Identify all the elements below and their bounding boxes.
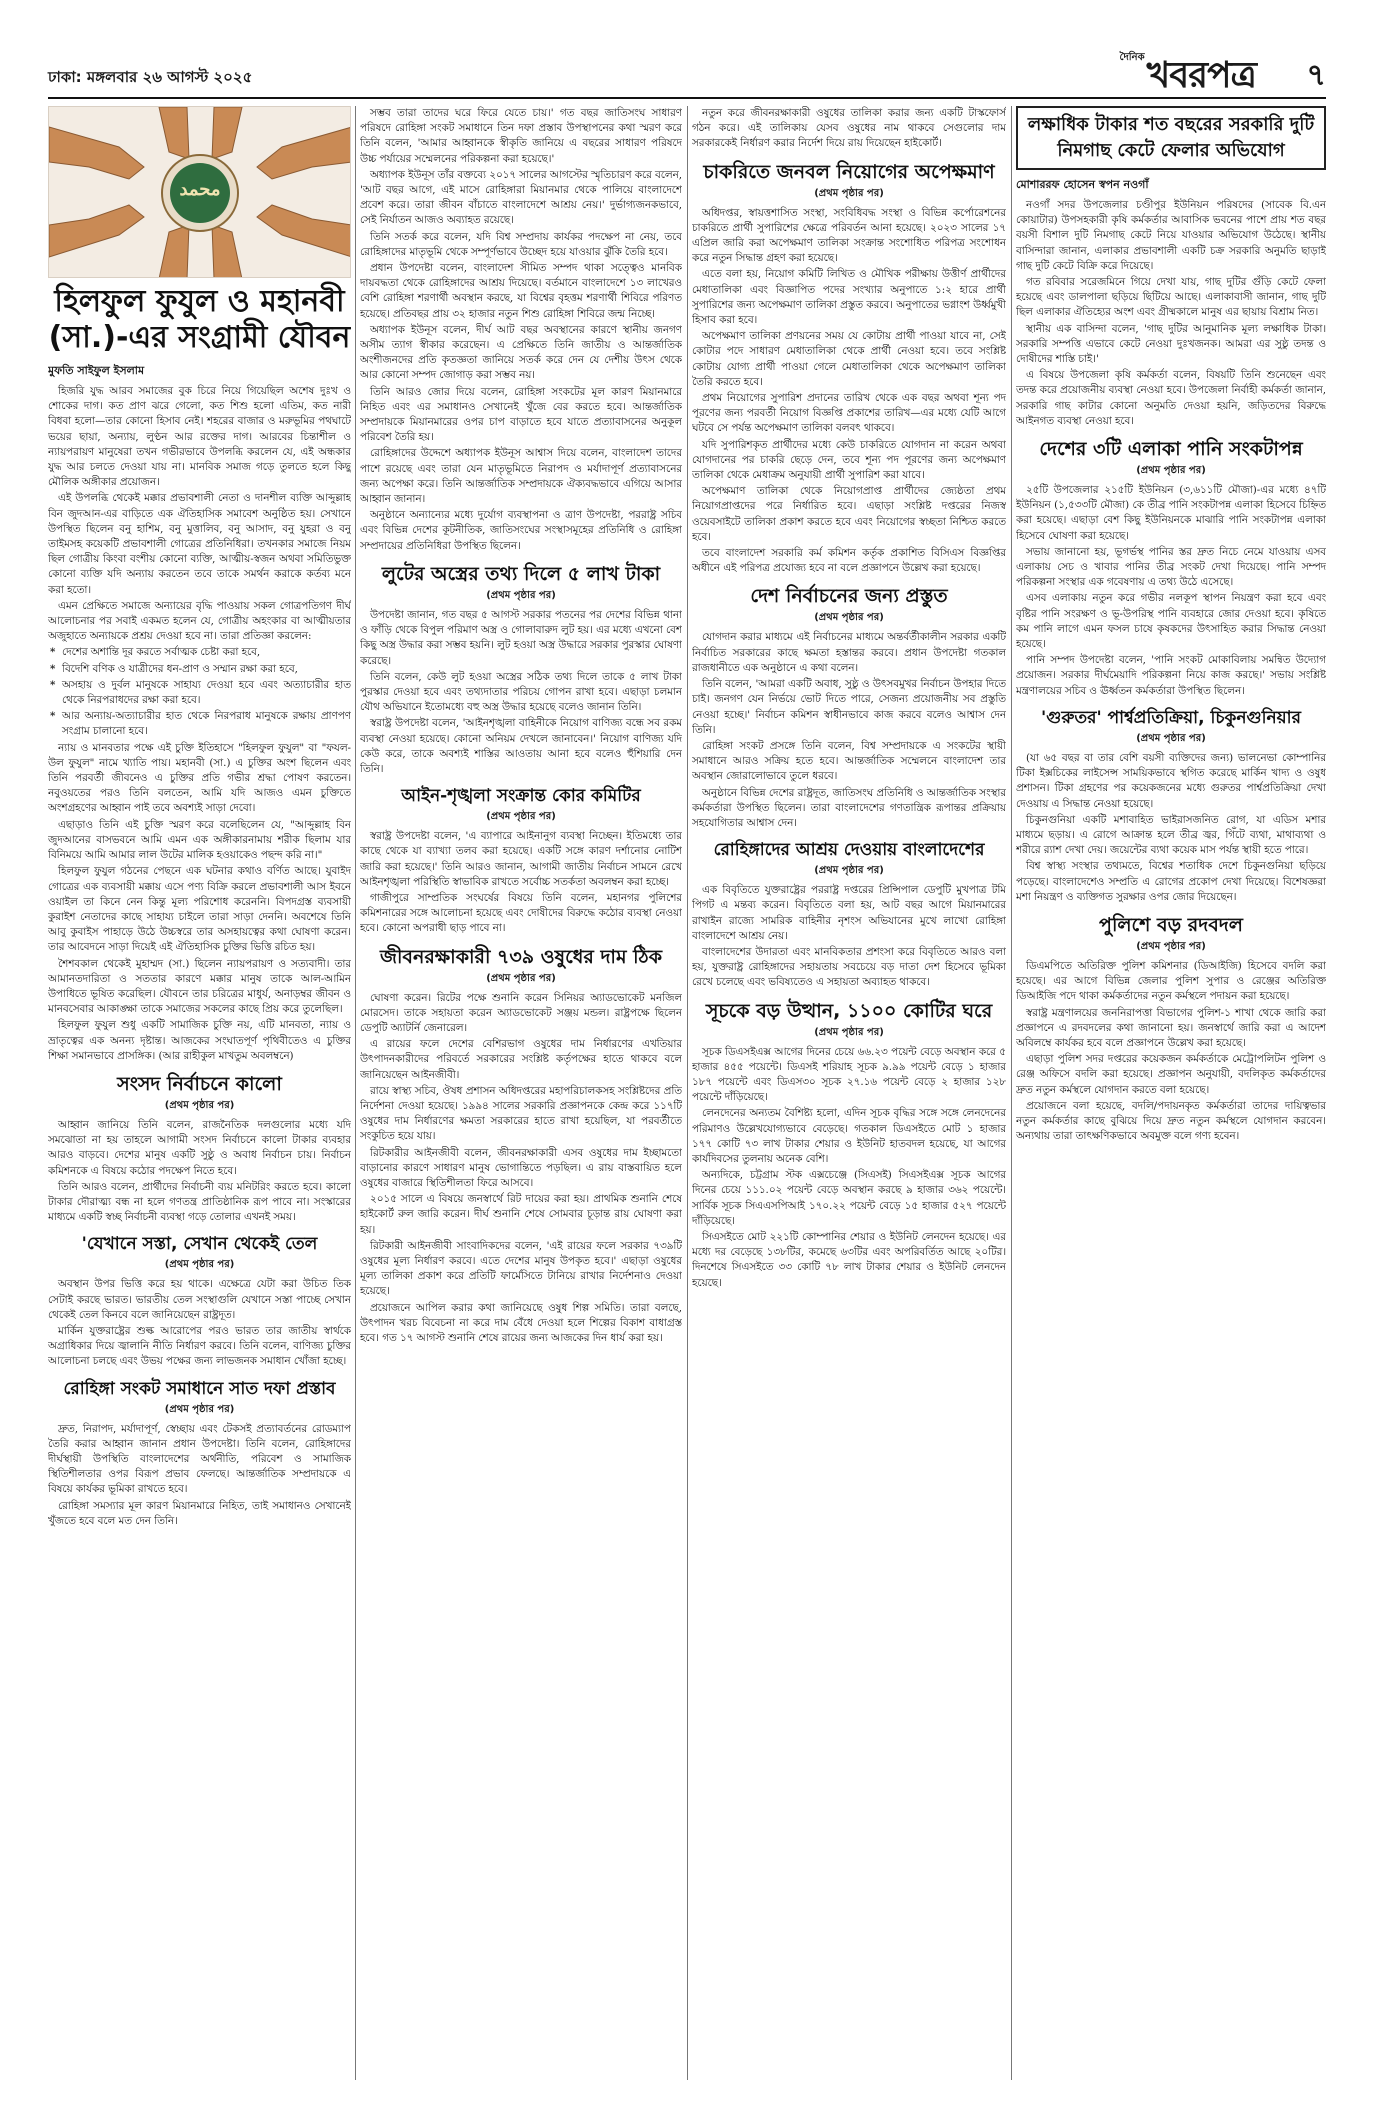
article-paragraph: নওগাঁ সদর উপজেলার চণ্ডীপুর ইউনিয়ন পরিষদের (সাবেক বি.এন কোয়াটার) উপসহকারী কৃষি কর্মকর্তার আবাসিক ভবনের পাশে প্রায় শত বছর বয়সী বিশাল দুটি নিমগাছ কেটে নিয়ে যাওয়ার অভিযোগ উঠেছে। স্থানীয় বাসিন্দারা জানান, এলাকার প্রভাবশালী একটি চক্র সরকারি অনুমতি ছাড়াই গাছ দুটি কেটে বিক্রি করে দিয়েছে। (1016, 199, 1326, 272)
column-3 (692, 106, 1006, 2080)
logo-small-text: দৈনিক (1119, 52, 1145, 63)
headline-neem-trees: লক্ষাধিক টাকার শত বছরের সরকারি দুটি নিমগাছ কেটে ফেলার অভিযোগ (1016, 106, 1326, 170)
headline-rohingya-proposal: রোহিঙ্গা সংকট সমাধানে সাত দফা প্রস্তাব (63, 1378, 336, 1399)
article-paragraph: সভায় জানানো হয়, ভূগর্ভস্থ পানির স্তর দ্রুত নিচে নেমে যাওয়ায় এসব এলাকায় সেচ ও খাবার পানির তীব্র সংকট দেখা দিয়েছে। পানি সম্পদ পরিকল্পনা সংস্থার এক গবেষণায় এ তথ্য উঠে এসেছে। (1016, 545, 1326, 589)
article-byline: মুফতি সাইফুল ইসলাম (48, 364, 145, 377)
article-paragraph: অধ্যাপক ইউনূস বলেন, দীর্ঘ আট বছর অবস্থানের কারণে স্থানীয় জনগণ অসীম ত্যাগ স্বীকার করেছেন। এ প্রেক্ষিতে তিনি জাতীয় ও আন্তর্জাতিক অংশীজনদের প্রতি কৃতজ্ঞতা জানিয়ে সতর্ক করে দেন যে দেশীয় উৎস থেকে আর কোনো সম্পদ জোগাড় করা সম্ভব নয়। (360, 323, 682, 382)
article-paragraph: তিনি বলেন, 'আমরা একটি অবাধ, সুষ্ঠু ও উৎসবমুখর নির্বাচন উপহার দিতে চাই। জনগণ যেন নির্ভয়ে ভোট দিতে পারে, সেজন্য প্রয়োজনীয় সব প্রস্তুতি নেওয়া হচ্ছে।' নির্বাচন কমিশন স্বাধীনভাবে কাজ করবে বলেও আশ্বাস দেন তিনি। (692, 678, 1006, 736)
headline-stock-index: সূচকে বড় উত্থান, ১১০০ কোটির ঘরে (705, 999, 993, 1022)
page-header (48, 52, 1326, 99)
continued-label: (প্রথম পৃষ্ঠার পর) (486, 589, 556, 601)
headline-police-reshuffle: পুলিশে বড় রদবদল (1099, 913, 1243, 936)
article-paragraph: স্থানীয় এক বাসিন্দা বলেন, 'গাছ দুটির আনুমানিক মূল্য লক্ষাধিক টাকা। সরকারি সম্পত্তি এভাবে কেটে নেওয়া দুঃখজনক। আমরা এর সুষ্ঠু তদন্ত ও দোষীদের শাস্তি চাই।' (1016, 322, 1326, 366)
article-paragraph: এমন প্রেক্ষিতে সমাজে অন্যায়ের বৃদ্ধি পাওয়ায় সকল গোত্রপতিগণ দীর্ঘ আলোচনার পর সবাই একমত হলেন যে, গোত্রীয় অহংকার বা আত্মীয়তার অজুহাতে অন্যায়কে প্রশ্রয় দেওয়া হবে না। তারা প্রতিজ্ঞা করলেন: (48, 599, 351, 643)
headline-law-committee: আইন-শৃঙ্খলা সংক্রান্ত কোর কমিটির (401, 786, 641, 807)
article-paragraph: তিনি সতর্ক করে বলেন, যদি বিশ্ব সম্প্রদায় কার্যকর পদক্ষেপ না নেয়, তবে রোহিঙ্গাদের মাতৃভূমি থেকে সম্পূর্ণভাবে উচ্ছেদ হয়ে যাওয়ার ঝুঁকি তৈরি হবে। (360, 230, 682, 258)
article-paragraph: সিএসইতে মোট ২২১টি কোম্পানির শেয়ার ও ইউনিট লেনদেন হয়েছে। এর মধ্যে দর বেড়েছে ১৩৮টির, কমেছে ৬৩টির এবং অপরিবর্তিত আছে ২০টির। দিনশেষে সিএসইতে ৩৩ কোটি ৭৮ লাখ টাকার শেয়ার ও ইউনিট লেনদেন হয়েছে। (692, 1230, 1006, 1289)
continued-label: (প্রথম পৃষ্ঠার পর) (1136, 940, 1206, 952)
article-paragraph: বাংলাদেশের উদারতা এবং মানবিকতার প্রশংসা করে বিবৃতিতে আরও বলা হয়, যুক্তরাষ্ট্র রোহিঙ্গাদের সহায়তায় সবচেয়ে বড় দাতা দেশ হিসেবে ভূমিকা রেখে চলেছে এবং ভবিষ্যতেও এ সহায়তা অব্যাহত থাকবে। (692, 945, 1006, 989)
article-paragraph: রিটকারীর আইনজীবী বলেন, জীবনরক্ষাকারী এসব ওষুধের দাম ইচ্ছামতো বাড়ানোর কারণে সাধারণ মানুষ ভোগান্তিতে পড়ছিল। এ রায় বাস্তবায়িত হলে ওষুধের বাজারে স্থিতিশীলতা ফিরে আসবে। (360, 1146, 682, 1189)
headline-medicine-price: জীবনরক্ষাকারী ৭৩৯ ওষুধের দাম ঠিক (379, 945, 662, 968)
article-paragraph: স্বরাষ্ট্র উপদেষ্টা বলেন, 'এ ব্যাপারে আইনানুগ ব্যবস্থা নিচ্ছেন। ইতিমধ্যে তার কাছে থেকে যা ব্যাখ্যা তলব করা হয়েছে। একটি সঙ্গে কারণ দর্শানোর নোটিশ জারি করা হয়েছে।' তিনি আরও জানান, আগামী জাতীয় নির্বাচন সামনে রেখে আইনশৃঙ্খলা পরিস্থিতি স্বাভাবিক রাখতে সর্বোচ্চ সতর্কতা অবলম্বন করা হচ্ছে। (360, 830, 682, 888)
column-divider (355, 106, 356, 2080)
article-paragraph: এ রায়ের ফলে দেশের বেশিরভাগ ওষুধের দাম নির্ধারণের এখতিয়ার উৎপাদনকারীদের পরিবর্তে সরকারের সংশ্লিষ্ট কর্তৃপক্ষের হাতে থাকবে বলে জানিয়েছেন আইনজীবী। (360, 1038, 682, 1081)
headline-rohingya-refuge: রোহিঙ্গাদের আশ্রয় দেওয়ায় বাংলাদেশের (713, 840, 985, 861)
article-paragraph: উপদেষ্টা জানান, গত বছর ৫ আগস্ট সরকার পতনের পর দেশের বিভিন্ন থানা ও ফাঁড়ি থেকে বিপুল পরিমাণ অস্ত্র ও গোলাবারুদ লুট হয়। এর মধ্যে এখনো বেশ কিছু অস্ত্র উদ্ধার করা সম্ভব হয়নি। লুট হওয়া অস্ত্র উদ্ধারে সরকার পুরস্কার ঘোষণা করেছে। (360, 608, 682, 667)
continued-label: (প্রথম পৃষ্ঠার পর) (814, 187, 884, 199)
continued-label: (প্রথম পৃষ্ঠার পর) (1136, 732, 1206, 744)
continued-label: (প্রথম পৃষ্ঠার পর) (814, 1026, 884, 1038)
article-paragraph: এছাড়া পুলিশ সদর দপ্তরের কয়েকজন কর্মকর্তাকে মেট্রোপলিটন পুলিশ ও রেঞ্জ অফিসে বদলি করা হয়েছে। প্রজ্ঞাপন অনুযায়ী, বদলিকৃত কর্মকর্তাদের দ্রুত নতুন কর্মস্থলে যোগদান করতে বলা হয়েছে। (1016, 1053, 1326, 1096)
article-paragraph: প্রধান উপদেষ্টা বলেন, বাংলাদেশ সীমিত সম্পদ থাকা সত্ত্বেও মানবিক দায়বদ্ধতা থেকে রোহিঙ্গাদের আশ্রয় দিয়েছে। বর্তমানে বাংলাদেশে ১৩ লাখেরও বেশি রোহিঙ্গা শরণার্থী অবস্থান করছে, যা বিশ্বের বৃহত্তম শরণার্থী শিবিরে পরিণত হয়েছে। প্রতিবছর প্রায় ৩২ হাজার নতুন শিশু রোহিঙ্গা শিবিরে জন্ম নিচ্ছে। (360, 262, 682, 320)
article-paragraph: পানি সম্পদ উপদেষ্টা বলেন, 'পানি সংকট মোকাবিলায় সমন্বিত উদ্যোগ প্রয়োজন। সরকার দীর্ঘমেয়াদি পরিকল্পনা নিয়ে কাজ করছে।' সভায় সংশ্লিষ্ট মন্ত্রণালয়ের সচিব ও ঊর্ধ্বতন কর্মকর্তারা উপস্থিত ছিলেন। (1016, 654, 1326, 697)
article-paragraph: ২৫টি উপজেলার ২১৫টি ইউনিয়ন (৩,৬১১টি মৌজা)-এর মধ্যে ৪৭টি ইউনিয়ন (১,৫৩৩টি মৌজা) কে তীব্র পানি সংকটাপন্ন এলাকা হিসেবে চিহ্নিত করা হয়েছে। এছাড়া বেশ কিছু ইউনিয়নকে মাঝারি পানি সংকটাপন্ন এলাকা হিসেবে ঘোষণা করা হয়েছে। (1016, 484, 1326, 542)
article-paragraph: দ্রুত, নিরাপদ, মর্যাদাপূর্ণ, স্বেচ্ছায় এবং টেকসই প্রত্যাবর্তনের রোডম্যাপ তৈরি করার আহ্বান জানান প্রধান উপদেষ্টা। তিনি বলেন, রোহিঙ্গাদের দীর্ঘস্থায়ী উপস্থিতি বাংলাদেশের অর্থনীতি, পরিবেশ ও সামাজিক স্থিতিশীলতার ওপর বিরূপ প্রভাব ফেলছে। আন্তর্জাতিক সম্প্রদায়কে এ বিষয়ে কার্যকর ভূমিকা রাখতে হবে। (48, 1422, 351, 1496)
article-paragraph: আহ্বান জানিয়ে তিনি বলেন, রাজনৈতিক দলগুলোর মধ্যে যদি সমঝোতা না হয় তাহলে আগামী সংসদ নির্বাচনে কালো টাকার ব্যবহার আরও বাড়বে। দেশের মানুষ একটি সুষ্ঠু ও অবাধ নির্বাচন চায়। নির্বাচন কমিশনকে এ বিষয়ে কঠোর পদক্ষেপ নিতে হবে। (48, 1118, 351, 1177)
article-paragraph: এসব এলাকায় নতুন করে গভীর নলকূপ স্থাপন নিয়ন্ত্রণ করা হবে এবং বৃষ্টির পানি সংরক্ষণ ও ভূ-উপরিস্থ পানি ব্যবহারে জোর দেওয়া হবে। কৃষিতে কম পানি লাগে এমন ফসল চাষে কৃষকদের উৎসাহিত করার সিদ্ধান্ত নেওয়া হয়েছে। (1016, 592, 1326, 651)
column-divider (1011, 106, 1012, 2080)
article-paragraph: রায়ে স্বাস্থ্য সচিব, ঔষধ প্রশাসন অধিদপ্তরের মহাপরিচালকসহ সংশ্লিষ্টদের প্রতি নির্দেশনা দেওয়া হয়েছে। ১৯৯৪ সালের সরকারি প্রজ্ঞাপনকে কেন্দ্র করে ১১৭টি ওষুধের দাম নির্ধারণের ক্ষমতা সরকারের হাতে রাখা হয়েছিল, যা পরবর্তীতে সংকুচিত হয়ে যায়। (360, 1084, 682, 1143)
article-paragraph: ঘোষণা করেন। রিটের পক্ষে শুনানি করেন সিনিয়র অ্যাডভোকেট মনজিল মোরসেদ। তাকে সহায়তা করেন অ্যাডভোকেট সঞ্জয় মন্ডল। রাষ্ট্রপক্ষে ছিলেন ডেপুটি অ্যাটর্নি জেনারেল। (360, 991, 682, 1034)
article-paragraph: শৈশবকাল থেকেই মুহাম্মদ (সা.) ছিলেন ন্যায়পরায়ণ ও সত্যবাদী। তার আমানতদারিতা ও সততার কারণে মক্কার মানুষ তাকে আল-আমিন উপাধিতে ভূষিত করেছিল। যৌবনে তার চরিত্রের মাধুর্য, অনাড়ম্বর জীবন ও মানবসেবার আকাঙ্ক্ষা তাকে সমাজের সকলের কাছে প্রিয় করে তুলেছিল। (48, 957, 351, 1016)
page-number: ৭ (1306, 58, 1326, 93)
newspaper-logo (1120, 50, 1257, 95)
article-byline: মোশাররফ হোসেন স্বপন নওগাঁ (1016, 178, 1149, 191)
article-paragraph: অবস্থান উপর ভিত্তি করে হয় থাকে। এক্ষেত্রে যেটা করা উচিত তিক সেটাই করছে ভারত। ভারতীয় তেল সংস্থাগুলি যেখানে সস্তা পাচ্ছে সেখান থেকেই তেল কিনবে বলে জানিয়েছেন রাষ্ট্রদূত। (48, 1278, 351, 1321)
article-illustration (48, 106, 351, 278)
article-paragraph: এছাড়াও তিনি এই চুক্তি স্মরণ করে বলেছিলেন যে, "আব্দুল্লাহ বিন জুদআনের বাসভবনে আমি এমন এক অঙ্গীকারনামায় শরীক ছিলাম যার বিনিময়ে আমি আমার লাল উটের মালিক হওয়াকেও পছন্দ করি না।" (48, 818, 351, 862)
article-paragraph: অনুষ্ঠানে বিভিন্ন দেশের রাষ্ট্রদূত, জাতিসংঘ প্রতিনিধি ও আন্তর্জাতিক সংস্থার কর্মকর্তারা উপস্থিত ছিলেন। তারা বাংলাদেশের গণতান্ত্রিক রূপান্তর প্রক্রিয়ায় সহযোগিতার আশ্বাস দেন। (692, 786, 1006, 829)
headline-water-crisis: দেশের ৩টি এলাকা পানি সংকটাপন্ন (1039, 438, 1303, 461)
headline-election: সংসদ নির্বাচনে কালো (117, 1072, 282, 1095)
continued-label: (প্রথম পৃষ্ঠার পর) (486, 972, 556, 984)
article-paragraph: হিলফুল ফুযুল গঠনের পেছনে এক ঘটনার কথাও বর্ণিত আছে। যুবাইদ গোত্রের এক ব্যবসায়ী মক্কায় এসে পণ্য বিক্রি করলে প্রভাবশালী আস ইবনে ওয়াইল তা কিনে নেন কিন্তু মূল্য পরিশোধ করেননি। বিপদগ্রস্ত ব্যবসায়ী কুরাইশ নেতাদের কাছে সাহায্য চাইলে তারা সাড়া দেননি। অবশেষে তিনি আবু কুবাইস পাহাড়ে উঠে উচ্চস্বরে তার অসহায়ত্বের কথা ঘোষণা করেন। তার আবেদনে সাড়া দিয়েই এই ঐতিহাসিক চুক্তির ভিত্তি রচিত হয়। (48, 865, 351, 954)
article-paragraph: লেনদেনের অন্যতম বৈশিষ্ট্য হলো, এদিন সূচক বৃদ্ধির সঙ্গে সঙ্গে লেনদেনের পরিমাণও উল্লেখযোগ্যভাবে বেড়েছে। গতকাল ডিএসইতে মোট ১ হাজার ১৭৭ কোটি ৭৩ লাখ টাকার শেয়ার ও ইউনিট হাতবদল হয়েছে, যা আগের কার্যদিবসের তুলনায় অনেক বেশি। (692, 1107, 1006, 1165)
article-paragraph: স্বরাষ্ট্র উপদেষ্টা বলেন, 'আইনশৃঙ্খলা বাহিনীকে নিয়োগ বাণিজ্য বন্ধে সব রকম ব্যবস্থা নেওয়া হয়েছে। কোনো অনিয়ম দেখলে জানাবেন।' নিয়োগ বাণিজ্য যদি কেউ করে, তাকে অবশ্যই শাস্তির আওতায় আনা হবে বলেও হুঁশিয়ারি দেন তিনি। (360, 717, 682, 775)
article-paragraph: প্রয়োজনে বলা হয়েছে, বদলি/পদায়নকৃত কর্মকর্তারা তাদের দায়িত্বভার নতুন কর্মকর্তার কাছে বুঝিয়ে দিয়ে দ্রুত নতুন কর্মস্থলে যোগদান করবেন। অন্যথায় তারা তাৎক্ষণিকভাবে অবমুক্ত বলে গণ্য হবেন। (1016, 1099, 1326, 1143)
article-paragraph: অপেক্ষমাণ তালিকা থেকে নিয়োগপ্রাপ্ত প্রার্থীদের জ্যেষ্ঠতা প্রথম নিয়োগপ্রাপ্তদের পরে নির্ধারিত হবে। এছাড়া সংশ্লিষ্ট দপ্তরের নিজস্ব ওয়েবসাইটে তালিকা প্রকাশ করতে হবে এবং নিয়োগের স্বচ্ছতা নিশ্চিত করতে হবে। (692, 485, 1006, 543)
article-paragraph: অধ্যাপক ইউনূস তাঁর বক্তব্যে ২০১৭ সালের আগস্টের স্মৃতিচারণ করে বলেন, 'আট বছর আগে, এই মাসে রোহিঙ্গারা মিয়ানমার থেকে পালিয়ে বাংলাদেশে প্রবেশ করে। তারা জীবন বাঁচাতে বাংলাদেশে আশ্রয় নেয়।' দুর্ভাগ্যজনকভাবে, সেই নির্যাতন আজও অব্যাহত রয়েছে। (360, 168, 682, 227)
article-paragraph: অন্যদিকে, চট্টগ্রাম স্টক এক্সচেঞ্জে (সিএসই) সিএসইএক্স সূচক আগের দিনের চেয়ে ১১১.০২ পয়েন্ট বেড়ে অবস্থান করছে ৯ হাজার ৩৬২ পয়েন্টে। সার্বিক সূচক সিএএসপিআই ১৭০.২২ পয়েন্ট বেড়ে ১৫ হাজার ৫২৭ পয়েন্টে দাঁড়িয়েছে। (692, 1169, 1006, 1227)
article-paragraph: মার্কিন যুক্তরাষ্ট্রের শুল্ক আরোপের পরও ভারত তার জাতীয় স্বার্থকে অগ্রাধিকার দিয়ে জ্বালানি নীতি নির্ধারণ করবে। তিনি বলেন, বাণিজ্য চুক্তির আলোচনা চলছে এবং উভয় পক্ষের জন্য লাভজনক সমাধান খোঁজা হচ্ছে। (48, 1324, 351, 1368)
column-4 (1016, 106, 1326, 2080)
article-paragraph: এই উপলব্ধি থেকেই মক্কার প্রভাবশালী নেতা ও দানশীল ব্যক্তি আব্দুল্লাহ বিন জুদআন-এর বাড়িতে এক ঐতিহাসিক সমাবেশ অনুষ্ঠিত হয়। সেখানে উপস্থিত ছিলেন বনু হাশিম, বনু মুত্তালিব, বনু আসাদ, বনু যুহরা ও বনু তাইমসহ কয়েকটি প্রভাবশালী গোত্রের প্রতিনিধিরা। তখনকার সমাজে নিয়ম ছিল গোত্রীয় কিংবা বংশীয় কোনো ব্যক্তি, আত্মীয়-স্বজন অথবা সমিতিভুক্ত কোনো ব্যক্তি যদি অন্যায় করতেন তবে তাকে সমর্থন করাকে কর্তব্য মনে করা হতো। (48, 492, 351, 596)
headline-oil: 'যেখানে সস্তা, সেখান থেকেই তেল (81, 1234, 318, 1255)
article-paragraph: হিলফুল ফুযুল শুধু একটি সামাজিক চুক্তি নয়, এটি মানবতা, ন্যায় ও ভ্রাতৃত্বের এক অনন্য দৃষ্টান্ত। আজকের সংঘাতপূর্ণ পৃথিবীতেও এ চুক্তির শিক্ষা সমানভাবে প্রাসঙ্গিক। (আর রাহীকুল মাখতুম অবলম্বনে) (48, 1019, 351, 1062)
pledge-item: * বিদেশি বণিক ও যাত্রীদের ধন-প্রাণ ও সম্মান রক্ষা করা হবে, (48, 662, 351, 677)
article-paragraph: (যা ৬৫ বছর বা তার বেশি বয়সী ব্যক্তিদের জন্য) ভালনেভা কোম্পানির টিকা ইক্সচিকের লাইসেন্স সাময়িকভাবে স্থগিত করেছে মার্কিন খাদ্য ও ওষুধ প্রশাসন। টিকা গ্রহণের পর কয়েকজনের মধ্যে গুরুতর পার্শ্বপ্রতিক্রিয়া দেখা দেওয়ায় এ সিদ্ধান্ত নেওয়া হয়েছে। (1016, 751, 1326, 810)
continued-label: (প্রথম পৃষ্ঠার পর) (164, 1259, 235, 1271)
article-paragraph: অপেক্ষমাণ তালিকা প্রণয়নের সময় যে কোটায় প্রার্থী পাওয়া যাবে না, সেই কোটার পদে সাধারণ মেধাতালিকা থেকে প্রার্থী নেওয়া হবে। তবে সংশ্লিষ্ট কোটায় যোগ্য প্রার্থী পাওয়া গেলে মেধাতালিকা থেকে অপেক্ষমাণ তালিকা তৈরি করতে হবে। (692, 330, 1006, 388)
pledge-list (48, 645, 351, 739)
issue-date: ঢাকা: মঙ্গলবার ২৬ আগস্ট ২০২৫ (48, 68, 253, 86)
continued-label: (প্রথম পৃষ্ঠার পর) (486, 811, 556, 823)
continued-label: (প্রথম পৃষ্ঠার পর) (164, 1403, 235, 1415)
article-paragraph: সম্ভব তারা তাদের ঘরে ফিরে যেতে চায়।' গত বছর জাতিসংঘ সাধারণ পরিষদে রোহিঙ্গা সংকট সমাধানে তিন দফা প্রস্তাব উপস্থাপনের কথা স্মরণ করে তিনি বলেন, 'আমার আহ্বানকে স্বীকৃতি জানিয়ে এ বছরের সাধারণ পরিষদে উচ্চ পর্যায়ের সম্মেলনের পরিকল্পনা করা হয়েছে।' (360, 107, 682, 165)
article-paragraph: তিনি আরও বলেন, প্রার্থীদের নির্বাচনী ব্যয় মনিটরিং করতে হবে। কালো টাকার দৌরাত্ম্য বন্ধ না হলে গণতন্ত্র প্রাতিষ্ঠানিক রূপ পাবে না। সংস্কারের মাধ্যমে একটি স্বচ্ছ নির্বাচনী ব্যবস্থা গড়ে তোলার এখনই সময়। (48, 1180, 351, 1224)
article-paragraph: স্বরাষ্ট্র মন্ত্রণালয়ের জননিরাপত্তা বিভাগের পুলিশ-১ শাখা থেকে জারি করা প্রজ্ঞাপনে এ রদবদলের কথা জানানো হয়। জনস্বার্থে জারি করা এ আদেশ অবিলম্বে কার্যকর হবে বলে প্রজ্ঞাপনে উল্লেখ করা হয়েছে। (1016, 1006, 1326, 1049)
article-headline: হিলফুল ফুযুল ও মহানবী (সা.)-এর সংগ্রামী যৌবন (48, 284, 351, 355)
article-paragraph: ডিএমপিতে অতিরিক্ত পুলিশ কমিশনার (ডিআইজি) হিসেবে বদলি করা হয়েছে। এর আগে বিভিন্ন জেলার পুলিশ সুপার ও রেঞ্জের অতিরিক্ত ডিআইজি পদে থাকা কর্মকর্তাদের নতুন কর্মস্থলে পদায়ন করা হয়েছে। (1016, 959, 1326, 1003)
article-paragraph: এক বিবৃতিতে যুক্তরাষ্ট্রের পররাষ্ট্র দপ্তরের প্রিন্সিপাল ডেপুটি মুখপাত্র টমি পিগট এ মন্তব্য করেন। বিবৃতিতে বলা হয়, আট বছর আগে মিয়ানমারের রাখাইন রাজ্যে সামরিক বাহিনীর নৃশংস অভিযানের মুখে লাখো রোহিঙ্গা বাংলাদেশে আশ্রয় নেয়। (692, 884, 1006, 942)
article-paragraph: তিনি বলেন, কেউ লুট হওয়া অস্ত্রের সঠিক তথ্য দিলে তাকে ৫ লাখ টাকা পুরস্কার দেওয়া হবে এবং তথ্যদাতার পরিচয় গোপন রাখা হবে। এছাড়া চলমান যৌথ অভিযানে ইতোমধ্যে বহু অস্ত্র উদ্ধার হয়েছে বলেও জানান তিনি। (360, 670, 682, 714)
article-paragraph: নতুন করে জীবনরক্ষাকারী ওষুধের তালিকা করার জন্য একটি টাস্কফোর্স গঠন করে। এই তালিকায় যেসব ওষুধের নাম থাকবে সেগুলোর দাম সরকারকেই নির্ধারণ করার নির্দেশ দিয়ে রায় দিয়েছেন হাইকোর্ট। (692, 107, 1006, 150)
column-divider (687, 106, 688, 2080)
article-paragraph: তিনি আরও জোর দিয়ে বলেন, রোহিঙ্গা সংকটের মূল কারণ মিয়ানমারে নিহিত এবং এর সমাধানও সেখানেই খুঁজে বের করতে হবে। আন্তর্জাতিক সম্প্রদায়কে মিয়ানমারের ওপর চাপ বাড়াতে হবে যাতে প্রত্যাবাসনের অনুকূল পরিবেশ তৈরি হয়। (360, 385, 682, 444)
calligraphy-text: محمد (179, 179, 221, 200)
continued-label: (প্রথম পৃষ্ঠার পর) (1136, 465, 1206, 477)
article-paragraph: চিকুনগুনিয়া একটি মশাবাহিত ভাইরাসজনিত রোগ, যা এডিস মশার মাধ্যমে ছড়ায়। এ রোগে আক্রান্ত হলে তীব্র জ্বর, গিঁটে ব্যথা, মাথাব্যথা ও শরীরে র‍্যাশ দেখা দেয়। জয়েন্টের ব্যথা কয়েক মাস পর্যন্ত স্থায়ী হতে পারে। (1016, 813, 1326, 857)
article-paragraph: তবে বাংলাদেশ সরকারি কর্ম কমিশন কর্তৃক প্রকাশিত বিসিএস বিজ্ঞপ্তির অধীনে এই পরিপত্র প্রযোজ্য হবে না বলে প্রজ্ঞাপনে উল্লেখ করা হয়েছে। (692, 547, 1006, 575)
continued-label: (প্রথম পৃষ্ঠার পর) (814, 612, 884, 624)
article-paragraph: রোহিঙ্গাদের উদ্দেশে অধ্যাপক ইউনূস আশ্বাস দিয়ে বলেন, বাংলাদেশ তাদের পাশে রয়েছে এবং তারা যেন মাতৃভূমিতে নিরাপদ ও মর্যাদাপূর্ণ প্রত্যাবাসনের জন্য অপেক্ষা করে। তিনি আন্তর্জাতিক সম্প্রদায়কে ঐক্যবদ্ধভাবে এগিয়ে আসার আহ্বান জানান। (360, 447, 682, 506)
article-paragraph: সূচক ডিএসইএক্স আগের দিনের চেয়ে ৬৬.২৩ পয়েন্ট বেড়ে অবস্থান করে ৫ হাজার ৪৫৫ পয়েন্টে। ডিএসই শরিয়াহ সূচক ৯.৯৯ পয়েন্ট বেড়ে ১ হাজার ১৮৭ পয়েন্টে এবং ডিএস৩০ সূচক ২৭.১৬ পয়েন্ট বেড়ে ২ হাজার ১২৮ পয়েন্টে দাঁড়িয়েছে। (692, 1045, 1006, 1104)
article-paragraph: হিজরি যুদ্ধ আরব সমাজের বুক চিরে নিয়ে গিয়েছিল অশেষ দুঃখ ও শোকের দাগ। কত প্রাণ ঝরে গেলো, কত শিশু হলো এতিম, কত নারী বিধবা হলো—তার কোনো হিসাব নেই। শহরের বাজার ও মরুভূমির পথঘাটে ভয়ের ছায়া, অন্যায়, লুণ্ঠন আর রক্তের দাগ। আরবের চিন্তাশীল ও ন্যায়পরায়ণ মানুষেরা তখন গভীরভাবে উপলব্ধি করলেন যে, এই অন্ধকার যুদ্ধ আর চলতে দেওয়া যায় না। মানবিক সমাজ গড়ে তুলতে হলে কিছু মৌলিক অঙ্গীকার প্রয়োজন। (48, 385, 351, 489)
article-paragraph: এতে বলা হয়, নিয়োগ কমিটি লিখিত ও মৌখিক পরীক্ষায় উত্তীর্ণ প্রার্থীদের মেধাতালিকা এবং বিজ্ঞাপিত পদের সংখ্যার অনুপাতে ১:২ হারে প্রার্থী সুপারিশের জন্য অপেক্ষমাণ তালিকা প্রস্তুত করবে। অনুপাতের ভগ্নাংশ উর্ধ্বমুখী হিসাব করা হবে। (692, 268, 1006, 327)
continued-label: (প্রথম পৃষ্ঠার পর) (164, 1099, 235, 1111)
column-2 (360, 106, 682, 2080)
article-paragraph: ন্যায় ও মানবতার পক্ষে এই চুক্তি ইতিহাসে "হিলফুল ফুযুল" বা "ফযল-উল ফুযুল" নামে খ্যাতি পায়। মহানবী (সা.) এ চুক্তির অংশ ছিলেন এবং তিনি পরবর্তী জীবনেও এ চুক্তির প্রতি গভীর শ্রদ্ধা পোষণ করতেন। নবুওয়তের পরও তিনি বলতেন, আমি যদি আজও এমন চুক্তিতে অংশগ্রহণের আহ্বান পাই তবে অবশ্যই সাড়া দেবো। (48, 741, 351, 815)
column-1 (48, 106, 351, 2080)
article-paragraph: এ বিষয়ে উপজেলা কৃষি কর্মকর্তা বলেন, বিষয়টি তিনি শুনেছেন এবং তদন্ত করে প্রয়োজনীয় ব্যবস্থা নেওয়া হবে। উপজেলা নির্বাহী কর্মকর্তা জানান, সরকারি গাছ কাটার কোনো অনুমতি দেওয়া হয়নি, জড়িতদের বিরুদ্ধে আইনগত ব্যবস্থা নেওয়া হবে। (1016, 369, 1326, 427)
headline-election-ready: দেশ নির্বাচনের জন্য প্রস্তুত (750, 585, 948, 608)
article-paragraph: রোহিঙ্গা সমস্যার মূল কারণ মিয়ানমারে নিহিত, তাই সমাধানও সেখানেই খুঁজতে হবে বলে মত দেন তিনি। (48, 1499, 351, 1527)
headline-loot-weapons: লুটের অস্ত্রের তথ্য দিলে ৫ লাখ টাকা (381, 562, 661, 585)
article-paragraph: অনুষ্ঠানে অন্যান্যের মধ্যে দুর্যোগ ব্যবস্থাপনা ও ত্রাণ উপদেষ্টা, পররাষ্ট্র সচিব এবং বিভিন্ন দেশের কূটনীতিক, জাতিসংঘের সংস্থাসমূহের প্রতিনিধি ও রোহিঙ্গা সম্প্রদায়ের প্রতিনিধিরা উপস্থিত ছিলেন। (360, 509, 682, 552)
article-paragraph: প্রয়োজনে আপিল করার কথা জানিয়েছে ওষুধ শিল্প সমিতি। তারা বলছে, উৎপাদন খরচ বিবেচনা না করে দাম বেঁধে দেওয়া হলে শিল্পের বিকাশ বাধাগ্রস্ত হবে। গত ১৭ আগস্ট শুনানি শেষে রায়ের জন্য আজকের দিন ধার্য করা হয়। (360, 1301, 682, 1345)
article-paragraph: গাজীপুরে সাম্প্রতিক সংঘর্ষের বিষয়ে তিনি বলেন, মহানগর পুলিশের কমিশনারের সঙ্গে আলোচনা হয়েছে এবং দোষীদের বিরুদ্ধে কঠোর ব্যবস্থা নেওয়া হবে। কোনো অপরাধী ছাড় পাবে না। (360, 891, 682, 935)
article-paragraph: রিটকারী আইনজীবী সাংবাদিকদের বলেন, 'এই রায়ের ফলে সরকার ৭৩৯টি ওষুধের মূল্য নির্ধারণ করবে। এতে দেশের মানুষ উপকৃত হবে।' এছাড়া ওষুধের মূল্য তালিকা প্রকাশ করে প্রতিটি ফার্মেসিতে টানিয়ে রাখার নির্দেশনাও দেওয়া হয়েছে। (360, 1239, 682, 1298)
logo-name: খবরপত্র (1146, 55, 1256, 96)
article-paragraph: গত রবিবার সরেজমিনে গিয়ে দেখা যায়, গাছ দুটির গুঁড়ি কেটে ফেলা হয়েছে এবং ডালপালা ছড়িয়ে ছিটিয়ে আছে। এলাকাবাসী জানান, গাছ দুটি ছিল এলাকার ঐতিহ্যের অংশ এবং গ্রীষ্মকালে মানুষ এর ছায়ায় বিশ্রাম নিত। (1016, 276, 1326, 319)
article-paragraph: বিশ্ব স্বাস্থ্য সংস্থার তথ্যমতে, বিশ্বের শতাধিক দেশে চিকুনগুনিয়া ছড়িয়ে পড়েছে। বাংলাদেশেও সম্প্রতি এ রোগের প্রকোপ দেখা দিয়েছে। বিশেষজ্ঞরা মশা নিয়ন্ত্রণ ও ব্যক্তিগত সুরক্ষার ওপর জোর দিয়েছেন। (1016, 860, 1326, 903)
article-paragraph: অধিদপ্তর, স্বায়ত্তশাসিত সংস্থা, সংবিধিবদ্ধ সংস্থা ও বিভিন্ন কর্পোরেশনের চাকরিতে প্রার্থী সুপারিশের ক্ষেত্রে পরিবর্তন আনা হয়েছে। ২০২৩ সালের ১৭ এপ্রিল জারি করা অপেক্ষমাণ তালিকা সংক্রান্ত সংশোধিত পরিপত্র সংশোধন করে নতুন সিদ্ধান্ত গ্রহণ করা হয়েছে। (692, 206, 1006, 265)
pledge-item: * আর অন্যায়-অত্যাচারীর হাত থেকে নিরপরাধ মানুষকে রক্ষায় প্রাণপণ সংগ্রাম চালানো হবে। (48, 709, 351, 739)
pledge-item: * অসহায় ও দুর্বল মানুষকে সাহায্য দেওয়া হবে এবং অত্যাচারীর হাত থেকে নিরপরাধদের রক্ষা করা হবে। (48, 678, 351, 708)
article-paragraph: ২০১৫ সালে এ বিষয়ে জনস্বার্থে রিট দায়ের করা হয়। প্রাথমিক শুনানি শেষে হাইকোর্ট রুল জারি করেন। দীর্ঘ শুনানি শেষে সোমবার চূড়ান্ত রায় ঘোষণা করা হয়। (360, 1193, 682, 1236)
article-paragraph: প্রথম নিয়োগের সুপারিশ প্রদানের তারিখ থেকে এক বছর অথবা শূন্য পদ পূরণের জন্য পরবর্তী নিয়োগ বিজ্ঞপ্তি প্রকাশের তারিখ—এর মধ্যে যেটি আগে ঘটবে সে পর্যন্ত অপেক্ষমাণ তালিকা বলবৎ থাকবে। (692, 392, 1006, 435)
headline-chikungunya: 'গুরুতর' পার্শ্বপ্রতিক্রিয়া, চিকুনগুনিয়ার (1041, 707, 1301, 728)
article-paragraph: যোগদান করার মাধ্যমে এই নির্বাচনের মাধ্যমে অন্তর্বর্তীকালীন সরকার একটি নির্বাচিত সরকারের কাছে ক্ষমতা হস্তান্তর করবে। প্রধান উপদেষ্টা গতকাল রাজধানীতে এক অনুষ্ঠানে এ কথা বলেন। (692, 631, 1006, 674)
article-paragraph: রোহিঙ্গা সংকট প্রসঙ্গে তিনি বলেন, বিশ্ব সম্প্রদায়কে এ সংকটের স্থায়ী সমাধানে আরও সক্রিয় হতে হবে। আন্তর্জাতিক সম্মেলনে বাংলাদেশ তার অবস্থান জোরালোভাবে তুলে ধরবে। (692, 739, 1006, 783)
pledge-item: * দেশের অশান্তি দূর করতে সর্বাত্মক চেষ্টা করা হবে, (48, 645, 351, 660)
continued-label: (প্রথম পৃষ্ঠার পর) (814, 865, 884, 877)
headline-job-waitlist: চাকরিতে জনবল নিয়োগের অপেক্ষমাণ (703, 160, 995, 183)
article-paragraph: যদি সুপারিশকৃত প্রার্থীদের মধ্যে কেউ চাকরিতে যোগদান না করেন অথবা যোগদানের পর চাকরি ছেড়ে দেন, তবে শূন্য পদ পূরণের জন্য অপেক্ষমাণ তালিকা থেকে মেধাক্রম অনুযায়ী প্রার্থী সুপারিশ করা যাবে। (692, 438, 1006, 482)
